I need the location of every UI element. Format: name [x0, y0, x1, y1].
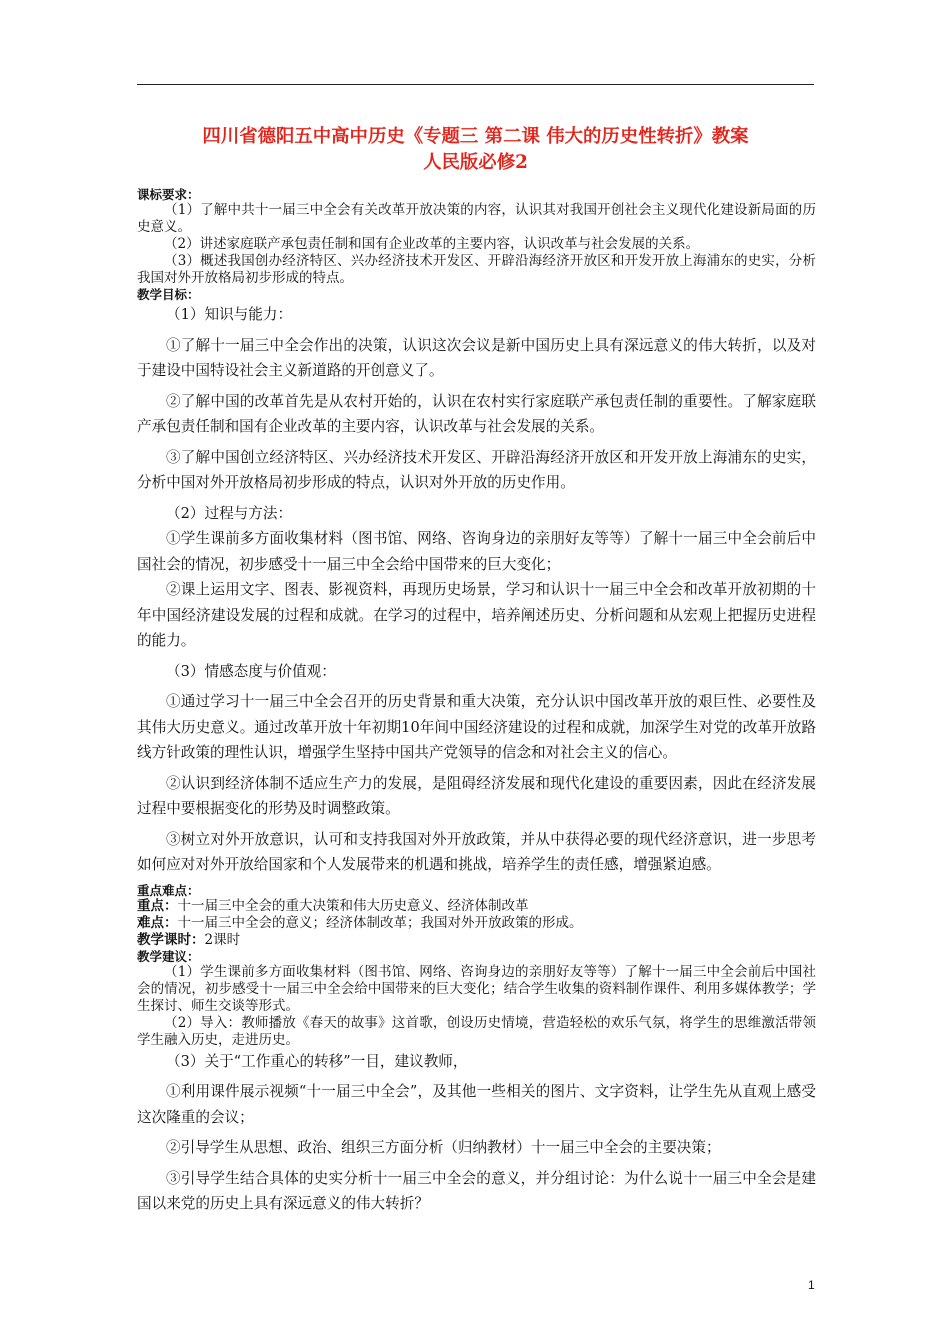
goals-paragraph: ③了解中国创立经济特区、兴办经济技术开发区、开辟沿海经济开放区和开发开放上海浦东的史实，分析中国对外开放格局初步形成的特点，认识对外开放的历史作用。 [137, 448, 816, 491]
curriculum-item-3: （3）概述我国创办经济特区、兴办经济技术开发区、开辟沿海经济开放区和开发开放上海浦东的史实，分析我国对外开放格局初步形成的特点。 [137, 253, 816, 286]
goals-paragraph: （3）情感态度与价值观： [166, 662, 336, 680]
curriculum-heading: 课标要求： [137, 187, 200, 202]
difficulty-label: 难点： [137, 914, 178, 931]
document-title [137, 124, 814, 176]
suggestion-item: （1）学生课前多方面收集材料（图书馆、网络、咨询身边的亲朋好友等等）了解十一届三中全会前后中国社会的情况，初步感受十一届三中全会给中国带来的巨大变化；结合学生收集的资料制作课件、利用多媒体教学；学生探讨、师生交谈等形式。 [137, 963, 816, 1014]
header-rule [137, 84, 814, 85]
hours-value: 2课时 [204, 931, 241, 948]
curriculum-item-1: （1）了解中共十一届三中全会有关改革开放决策的内容，认识其对我国开创社会主义现代化建设新局面的历史意义。 [137, 202, 816, 235]
goals-heading: 教学目标： [137, 287, 200, 302]
goals-paragraph: ①了解十一届三中全会作出的决策，认识这次会议是新中国历史上具有深远意义的伟大转折，以及对于建设中国特设社会主义新道路的开创意义了。 [137, 336, 816, 379]
curriculum-item-2: （2）讲述家庭联产承包责任制和国有企业改革的主要内容，认识改革与社会发展的关系。 [164, 236, 700, 252]
title-line-2: 人民版必修2 [423, 152, 528, 173]
difficulty-text: 十一届三中全会的意义；经济体制改革；我国对外开放政策的形成。 [177, 914, 583, 931]
suggestions-heading: 教学建议： [137, 948, 200, 964]
document-body [137, 187, 816, 1217]
suggestion-item: ①利用课件展示视频“十一届三中全会”，及其他一些相关的图片、文字资料，让学生先从直观上感受这次隆重的会议； [137, 1083, 816, 1126]
goals-paragraph: ①学生课前多方面收集材料（图书馆、网络、咨询身边的亲朋好友等等）了解十一届三中全会前后中国社会的情况，初步感受十一届三中全会给中国带来的巨大变化； [137, 530, 816, 573]
difficulty-line [137, 915, 816, 932]
keypoints-heading: 重点难点： [137, 882, 200, 898]
suggestion-item: （3）关于“工作重心的转移”一目，建议教师， [166, 1052, 468, 1070]
goals-paragraph: ②了解中国的改革首先是从农村开始的，认识在农村实行家庭联产承包责任制的重要性。了解家庭联产承包责任制和国有企业改革的主要内容，认识改革与社会发展的关系。 [137, 392, 816, 435]
goals-paragraph: ③树立对外开放意识，认可和支持我国对外开放政策，并从中获得必要的现代经济意识，进一步思考如何应对对外开放给国家和个人发展带来的机遇和挑战，培养学生的责任感，增强紧迫感。 [137, 830, 816, 873]
suggestion-item: （2）导入：教师播放《春天的故事》这首歌，创设历史情境，营造轻松的欢乐气氛，将学生的思维激活带领学生融入历史，走进历史。 [137, 1014, 816, 1048]
goals-paragraph: （2）过程与方法： [166, 504, 293, 522]
suggestion-item: ②引导学生从思想、政治、组织三方面分析（归纳教材）十一届三中全会的主要决策； [166, 1139, 721, 1156]
page-number: 1 [808, 1278, 815, 1292]
goals-paragraph: ①通过学习十一届三中全会召开的历史背景和重大决策，充分认识中国改革开放的艰巨性、必要性及其伟大历史意义。通过改革开放十年初期10年间中国经济建设的过程和成就，加深学生对党的改革开放路线方针政策的理性认识，增强学生坚持中国共产党领导的信念和对社会主义的信心。 [137, 693, 816, 761]
suggestion-item: ③引导学生结合具体的史实分析十一届三中全会的意义，并分组讨论：为什么说十一届三中全会是建国以来党的历史上具有深远意义的伟大转折？ [137, 1169, 816, 1212]
goals-paragraph: ②课上运用文字、图表、影视资料，再现历史场景，学习和认识十一届三中全会和改革开放初期的十年中国经济建设发展的过程和成就。在学习的过程中，培养阐述历史、分析问题和从宏观上把握历史进程的能力。 [137, 581, 816, 649]
focus-text: 十一届三中全会的重大决策和伟大历史意义、经济体制改革 [177, 897, 529, 914]
goals-paragraph: （1）知识与能力： [166, 306, 293, 323]
hours-label: 教学课时： [137, 931, 205, 948]
focus-line [137, 898, 816, 915]
focus-label: 重点： [137, 897, 178, 914]
title-line-1: 四川省德阳五中高中历史《专题三 第二课 伟大的历史性转折》教案 [202, 126, 749, 147]
hours-line [137, 932, 816, 949]
goals-paragraph: ②认识到经济体制不适应生产力的发展，是阻碍经济发展和现代化建设的重要因素，因此在经济发展过程中要根据变化的形势及时调整政策。 [137, 774, 816, 817]
